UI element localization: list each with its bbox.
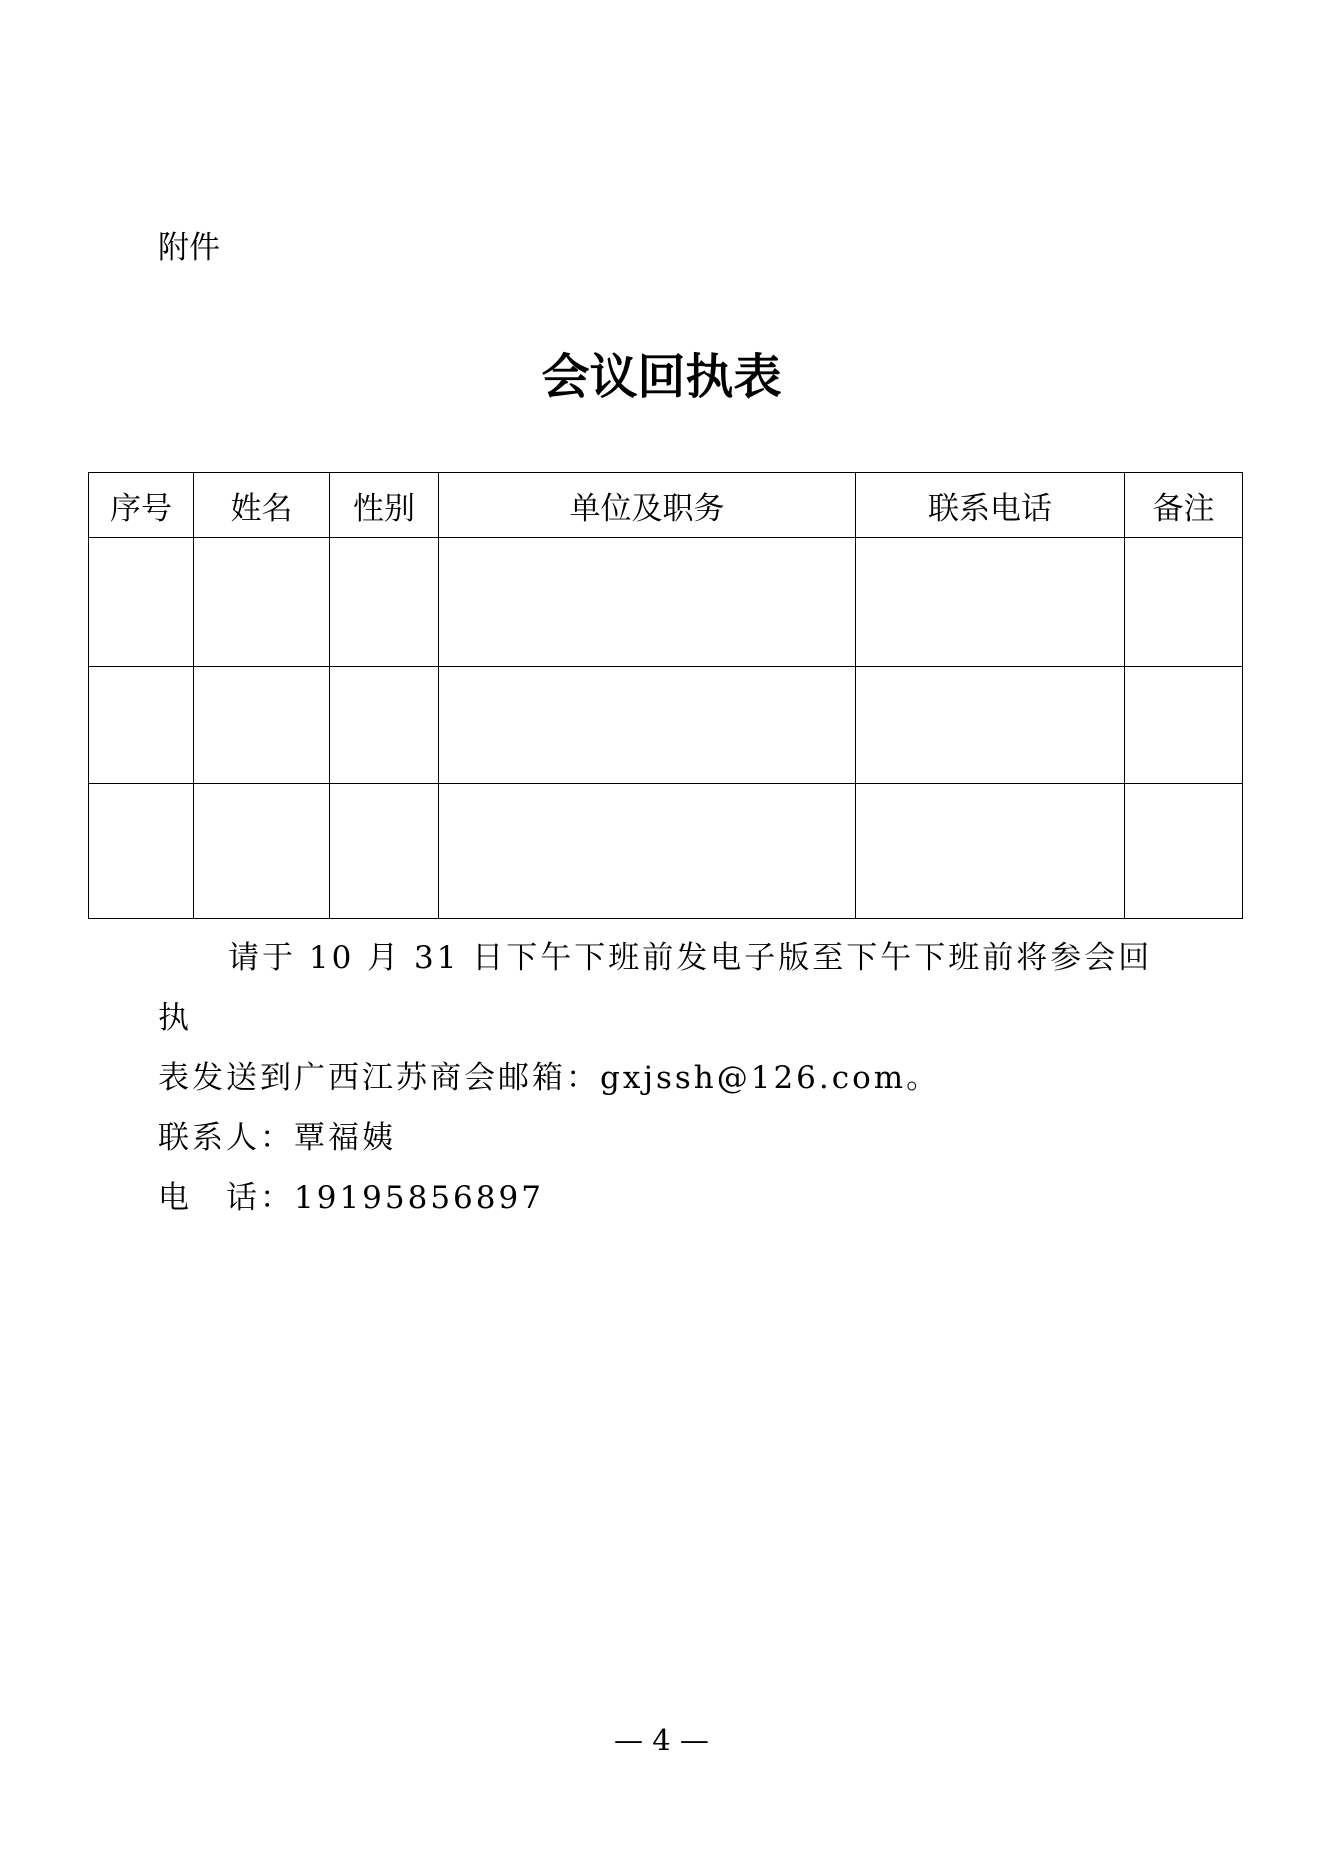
table-cell[interactable] (89, 667, 194, 784)
table-row (89, 784, 1243, 919)
table-cell[interactable] (194, 667, 330, 784)
table-cell[interactable] (330, 667, 439, 784)
notice-line-1: 请于 10 月 31 日下午下班前发电子版至下午下班前将参会回执 (158, 940, 1153, 1036)
notice-text (158, 928, 1178, 1228)
table-cell[interactable] (1125, 784, 1243, 919)
phone-line (158, 1168, 1178, 1228)
table-cell[interactable] (1125, 667, 1243, 784)
contact-label: 联系人： (158, 1120, 294, 1156)
table-cell[interactable] (439, 784, 856, 919)
header-index: 序号 (89, 473, 194, 538)
table-cell[interactable] (89, 538, 194, 667)
notice-line-2: 表发送到广西江苏商会邮箱：gxjssh@126.com。 (158, 1060, 941, 1096)
contact-line (158, 1108, 1178, 1168)
table-cell[interactable] (439, 538, 856, 667)
header-phone: 联系电话 (856, 473, 1125, 538)
table-cell[interactable] (194, 784, 330, 919)
phone-number: 19195856897 (294, 1180, 544, 1216)
table-cell[interactable] (194, 538, 330, 667)
contact-name: 覃福姨 (294, 1120, 396, 1156)
header-name: 姓名 (194, 473, 330, 538)
table-cell[interactable] (856, 538, 1125, 667)
table-cell[interactable] (330, 784, 439, 919)
page-number: — 4 — (614, 1723, 709, 1757)
table-cell[interactable] (856, 667, 1125, 784)
table-row (89, 667, 1243, 784)
table-cell[interactable] (856, 784, 1125, 919)
receipt-table (88, 472, 1243, 919)
attachment-label: 附件 (158, 230, 220, 266)
table-cell[interactable] (1125, 538, 1243, 667)
table-header-row (89, 473, 1243, 538)
table-row (89, 538, 1243, 667)
table-cell[interactable] (439, 667, 856, 784)
phone-label: 电 话： (158, 1180, 294, 1216)
document-title: 会议回执表 (541, 349, 782, 405)
header-remarks: 备注 (1125, 473, 1243, 538)
header-gender: 性别 (330, 473, 439, 538)
table-cell[interactable] (330, 538, 439, 667)
table-cell[interactable] (89, 784, 194, 919)
header-organization-position: 单位及职务 (439, 473, 856, 538)
